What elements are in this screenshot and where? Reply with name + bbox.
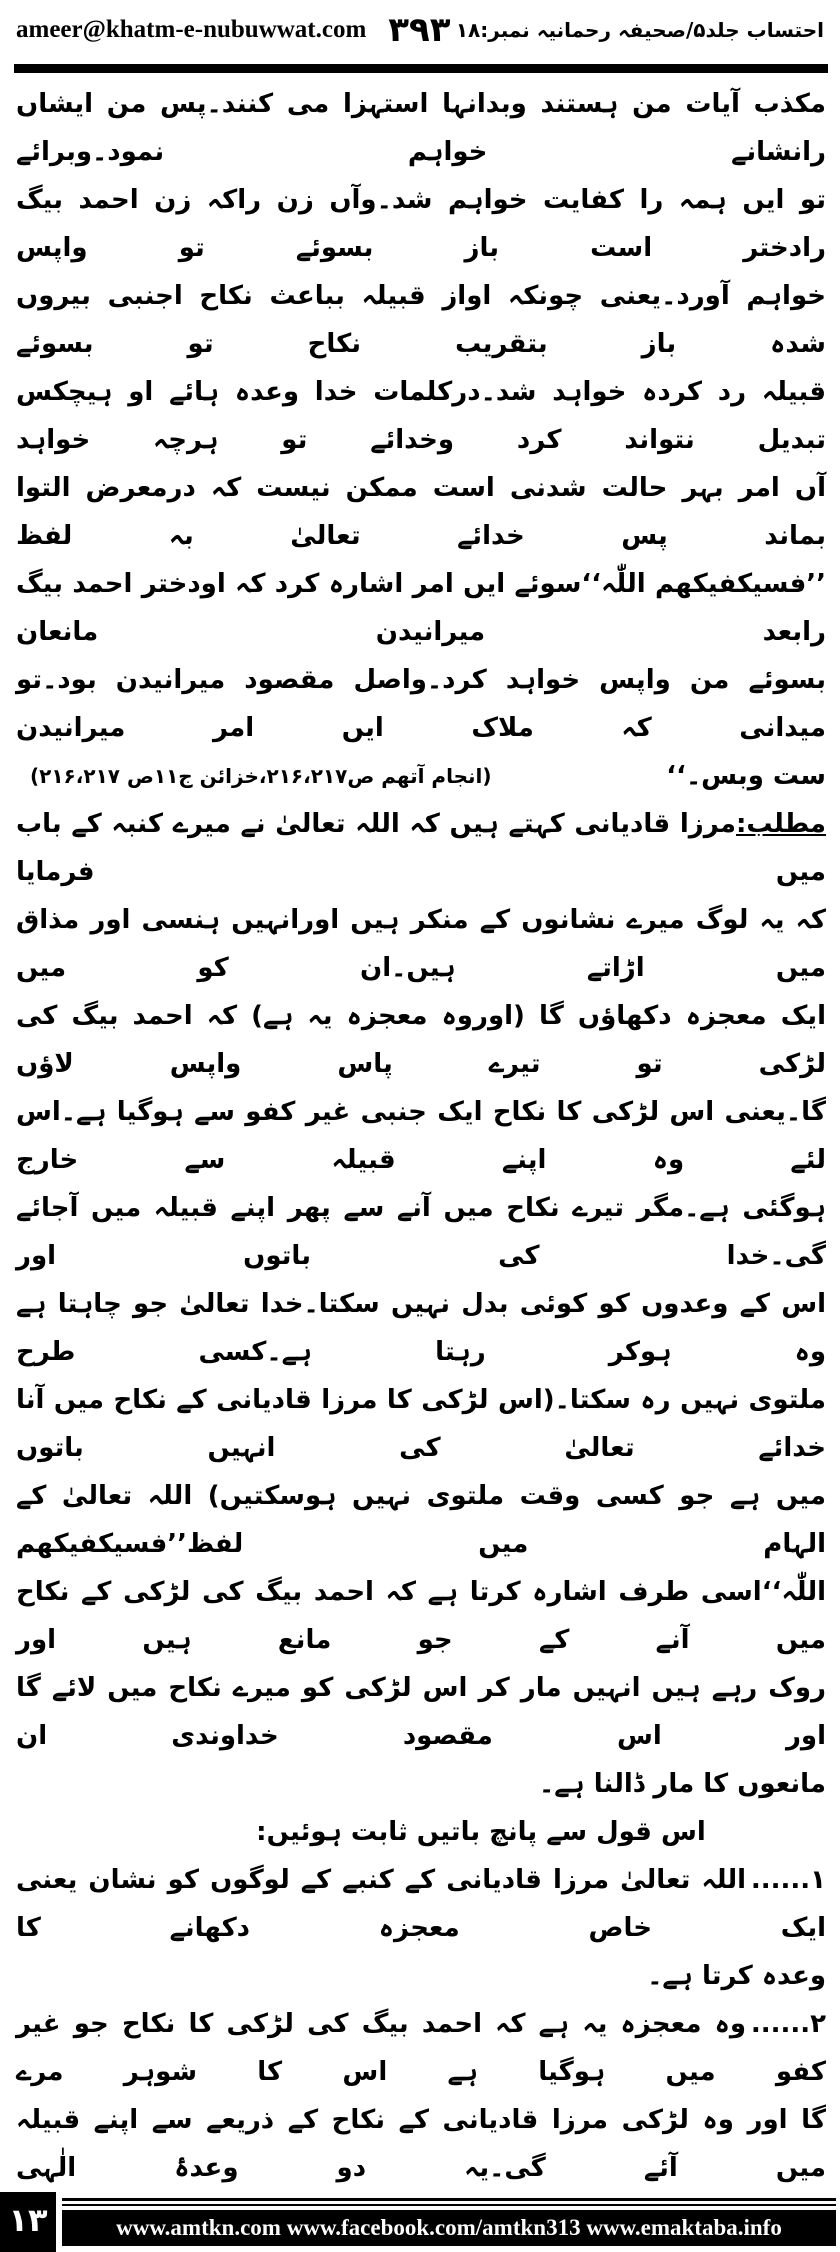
header-page-number: ۳۹۳ xyxy=(388,10,451,50)
text-line: ہوگئی ہے۔مگر تیرے نکاح میں آنے سے پھر اپنے قبیلہ میں آجائے گی۔خدا کی باتوں اور xyxy=(16,1193,826,1271)
citation: (انجام آتھم ص۲۱۶،۲۱۷،خزائن ج۱۱ص ۲۱۶،۲۱۷) xyxy=(30,764,492,788)
text-line: مکذب آیات من ہستند وبدانہا استہزا می کنند۔پس من ایشاں رانشانے خواہم نمود۔وبرائے xyxy=(16,89,826,167)
text-line: مانعوں کا مار ڈالنا ہے۔ xyxy=(538,1769,826,1799)
text-line: گا اور وہ لڑکی مرزا قادیانی کے نکاح کے ذریعے سے اپنے قبیلہ میں آئے گی۔یہ دو وعدۂ الٰہی xyxy=(16,2105,826,2183)
text-line: اللّٰہ‘‘اسی طرف اشارہ کرتا ہے کہ احمد بیگ کی لڑکی کے نکاح میں آنے کے جو مانع ہیں اور xyxy=(16,1577,826,1655)
footer-rule xyxy=(62,2198,836,2201)
header-email: ameer@khatm-e-nubuwwat.com xyxy=(16,16,367,43)
text-span: اللہ تعالیٰ مرزا قادیانی کے کنبے کے لوگوں کو نشان یعنی ایک خاص معجزہ دکھانے کا xyxy=(16,1865,826,1943)
text-line: وعدہ کرتا ہے۔ xyxy=(647,1961,826,1991)
text-line: روک رہے ہیں انہیں مار کر اس لڑکی کو میرے نکاح میں لائے گا اور اس مقصود خداوندی ان xyxy=(16,1673,826,1751)
text-span: وہ معجزہ یہ ہے کہ احمد بیگ کی لڑکی کا نکاح جو غیر کفو میں ہوگیا ہے اس کا شوہر مرے xyxy=(16,2009,826,2087)
text-line: ست وبس۔‘‘ xyxy=(666,761,826,791)
text-line: گا۔یعنی اس لڑکی کا نکاح ایک جنبی غیر کفو سے ہوگیا ہے۔اس لئے وہ اپنے قبیلہ سے خارج xyxy=(16,1097,826,1175)
text-line: اس کے وعدوں کو کوئی بدل نہیں سکتا۔خدا تعالیٰ جو چاہتا ہے وہ ہوکر رہتا ہے۔کسی طرح xyxy=(16,1289,826,1367)
text-line: خواہم آورد۔یعنی چونکہ اواز قبیلہ بباعث نکاح اجنبی بیروں شدہ باز بتقریب نکاح تو بسوئے xyxy=(16,281,826,359)
text-line: آں امر بہر حالت شدنی است ممکن نیست کہ درمعرض التوا بماند پس خدائے تعالیٰ بہ لفظ xyxy=(16,473,826,551)
matlab-paragraph xyxy=(16,800,826,1808)
text-line: تو ایں ہمہ را کفایت خواہم شد۔وآں زن راکہ زن احمد بیگ رادختر است باز بسوئے تو واپس xyxy=(16,185,826,263)
matlab-label: مطلب: xyxy=(736,809,826,839)
text-line: میں ہے جو کسی وقت ملتوی نہیں ہوسکتیں) اللہ تعالیٰ کے الہام میں لفظ’’فسیکفیکھم xyxy=(16,1481,826,1559)
header-rule xyxy=(14,64,828,73)
text-line xyxy=(16,2000,826,2096)
item-number: ۲...... xyxy=(750,2009,826,2039)
text-line: ’’فسیکفیکھم اللّٰہ‘‘سوئے ایں امر اشارہ کرد کہ اودختر احمد بیگ رابعد میرانیدن مانعان xyxy=(16,569,826,647)
page-body xyxy=(16,80,826,2192)
text-line: ایک معجزہ دکھاؤں گا (اوروہ معجزہ یہ ہے) کہ احمد بیگ کی لڑکی تو تیرے پاس واپس لاؤں xyxy=(16,1001,826,1079)
text-line xyxy=(16,800,826,896)
footer-rule xyxy=(62,2204,836,2206)
footer-page-number: ۱۳ xyxy=(0,2192,56,2252)
text-line xyxy=(16,1856,826,1952)
page-header xyxy=(16,0,824,60)
quote-paragraph xyxy=(16,80,826,800)
numbered-item xyxy=(16,2000,826,2192)
subheading: اس قول سے پانچ باتیں ثابت ہوئیں: xyxy=(256,1817,706,1847)
text-line: قبیلہ رد کردہ خواہد شد۔درکلمات خدا وعدہ ہائے او ہیچکس تبدیل نتواند کرد وخدائے تو ہرچہ خواہد xyxy=(16,377,826,455)
text-line: بسوئے من واپس خواہد کرد۔واصل مقصود میرانیدن بود۔تو میدانی کہ ملاک ایں امر میرانیدن xyxy=(16,665,826,743)
footer-links: www.amtkn.com www.facebook.com/amtkn313 www.emaktaba.info xyxy=(62,2210,836,2246)
reference-line xyxy=(16,752,826,800)
text-span: مرزا قادیانی کہتے ہیں کہ اللہ تعالیٰ نے میرے کنبہ کے باب میں فرمایا xyxy=(16,809,826,887)
numbered-item xyxy=(16,1856,826,2000)
text-line: ملتوی نہیں رہ سکتا۔(اس لڑکی کا مرزا قادیانی کے نکاح میں آنا خدائے تعالیٰ کی انہیں باتوں xyxy=(16,1385,826,1463)
running-title: احتساب جلد۵/صحیفہ رحمانیہ نمبر:۱۸ xyxy=(455,18,824,42)
page-footer xyxy=(0,2192,840,2252)
item-number: ۱...... xyxy=(750,1865,826,1895)
text-line: کہ یہ لوگ میرے نشانوں کے منکر ہیں اورانہیں ہنسی اور مذاق میں اڑاتے ہیں۔ان کو میں xyxy=(16,905,826,983)
header-left xyxy=(16,10,451,50)
